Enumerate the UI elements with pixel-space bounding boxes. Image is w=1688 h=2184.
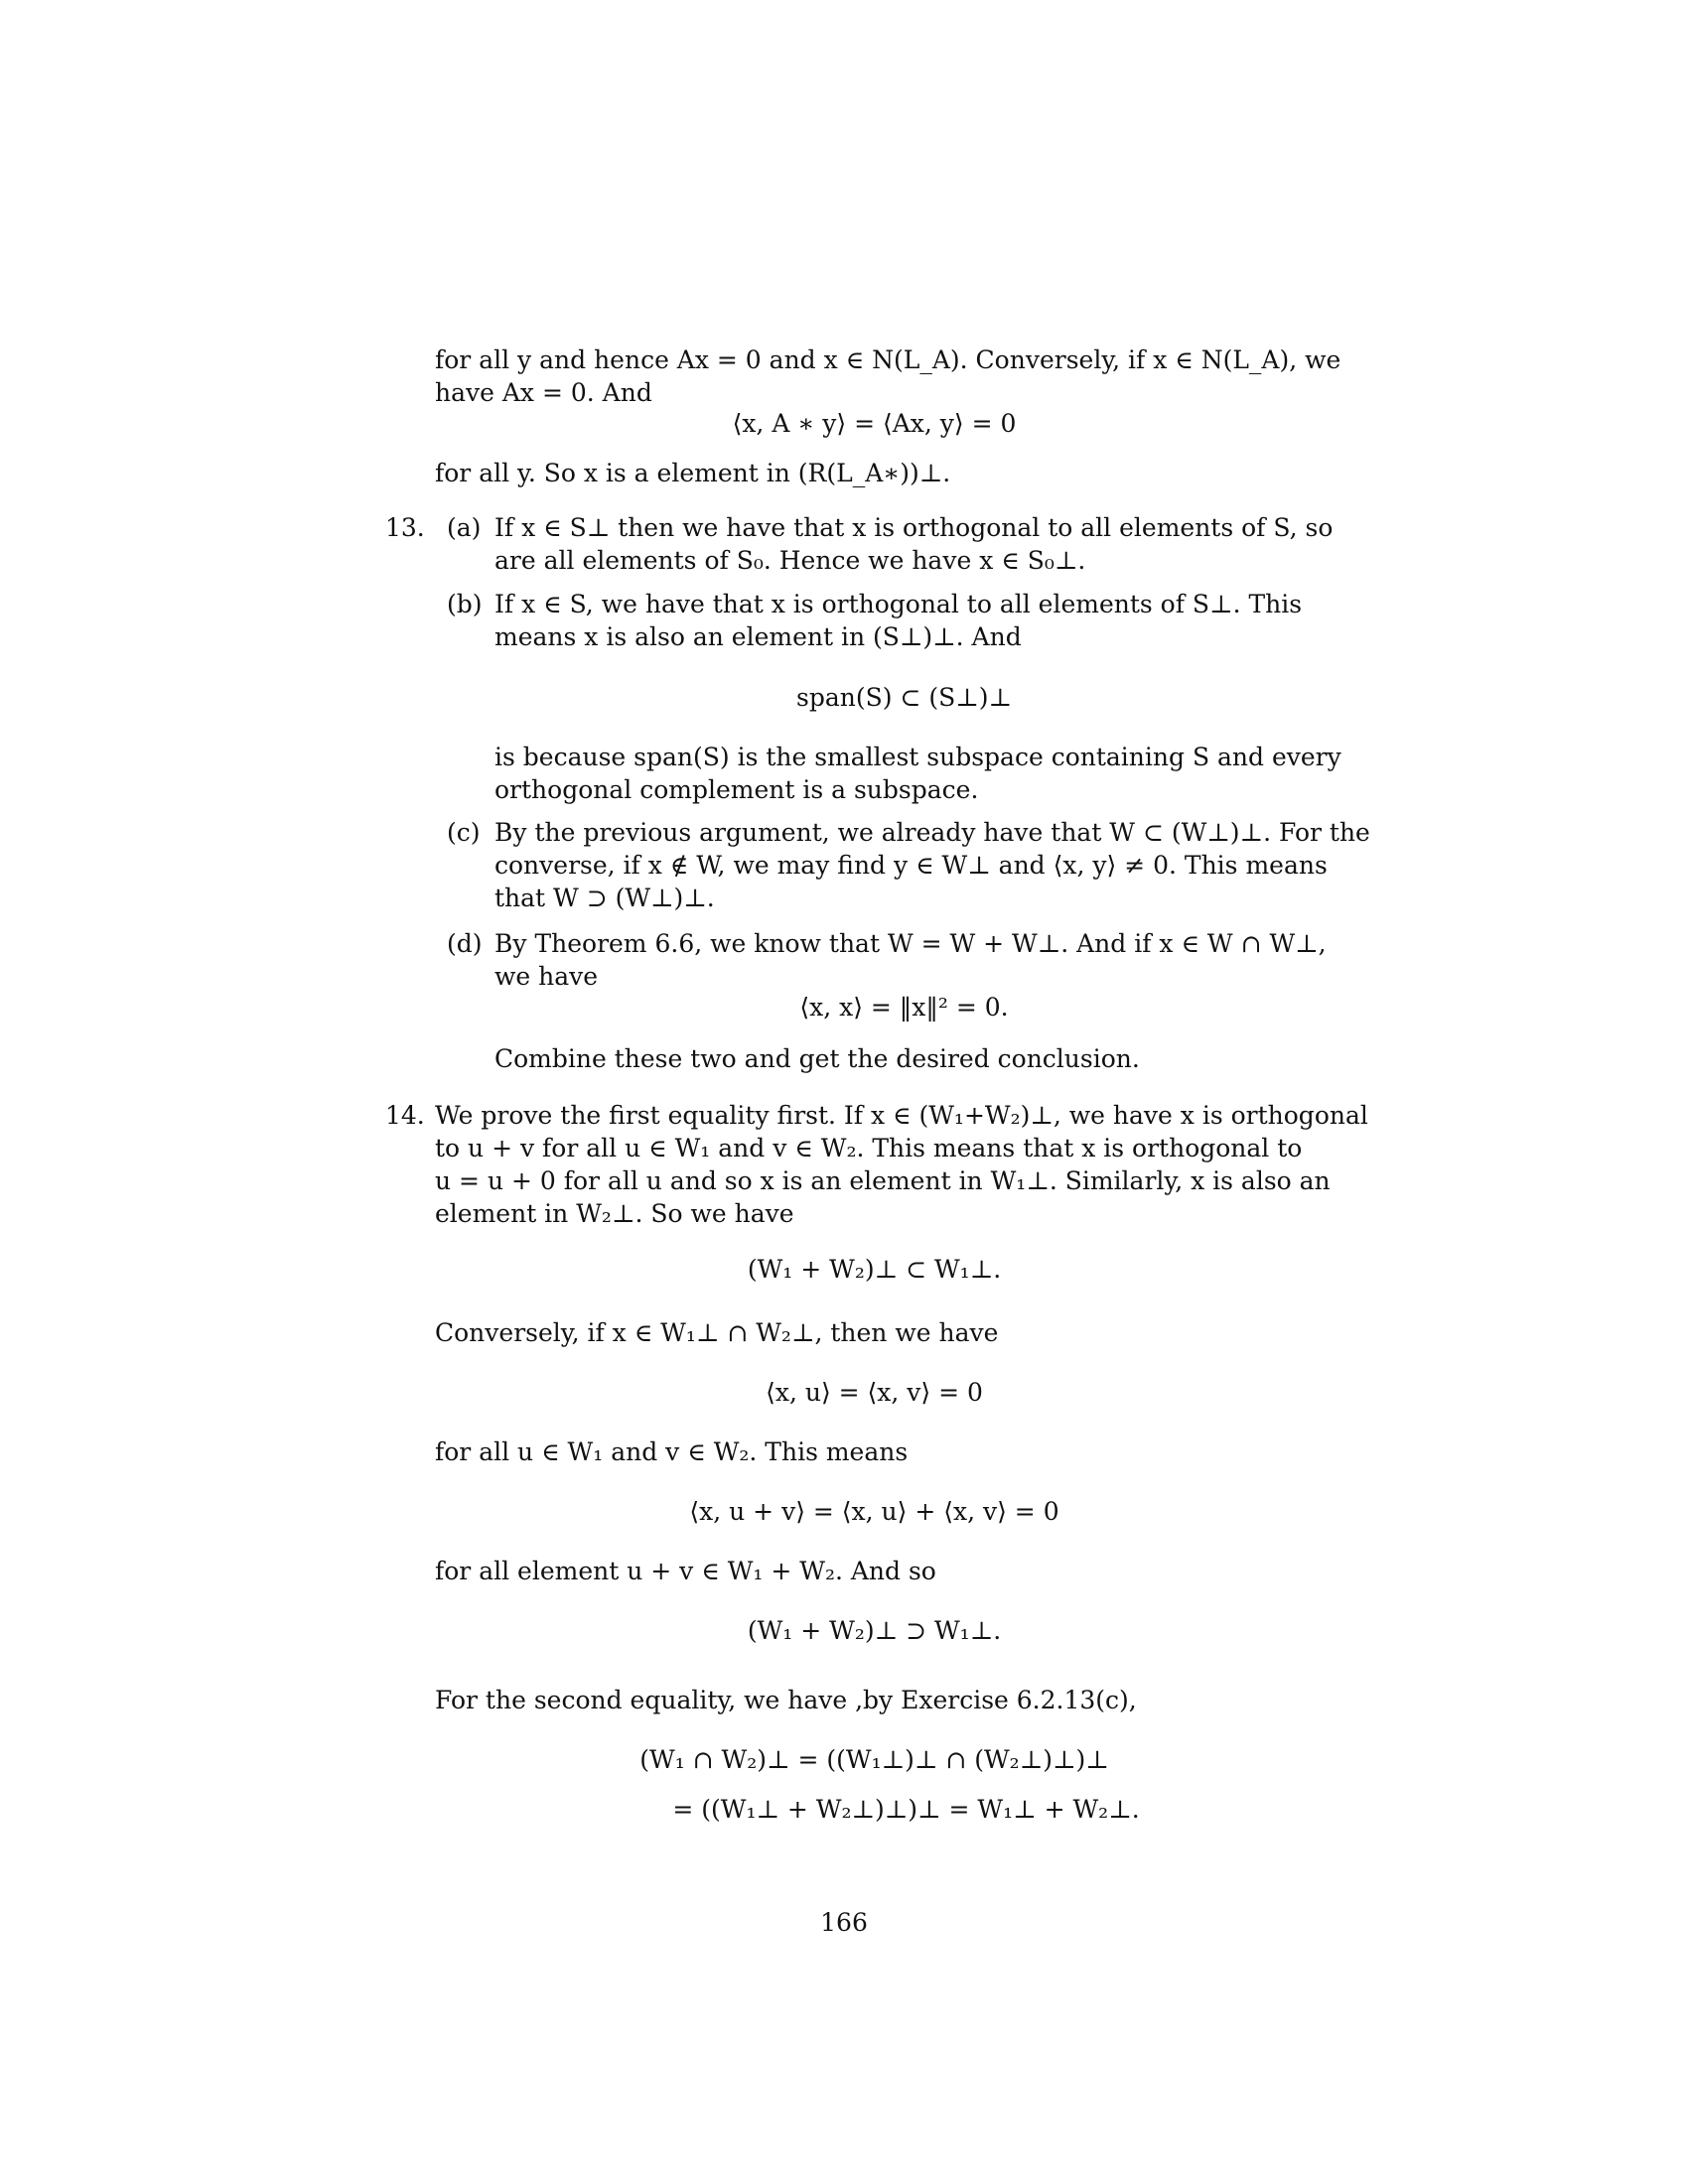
text-line: we have	[494, 962, 599, 991]
text-line: are all elements of S₀. Hence we have x ∈ S₀⊥.	[494, 546, 1086, 575]
text-line: is because span(S) is the smallest subspace containing S and every	[494, 743, 1341, 771]
exercise-14-text	[435, 1099, 1368, 1230]
text-line: u = u + 0 for all u and so x is an element in W₁⊥. Similarly, x is also an	[435, 1166, 1331, 1195]
part-label: (a)	[447, 513, 482, 542]
display-equation: = ((W₁⊥ + W₂⊥)⊥)⊥ = W₁⊥ + W₂⊥.	[672, 1795, 1140, 1824]
display-equation: ⟨x, x⟩ = ‖x‖² = 0.	[799, 993, 1009, 1022]
page-number: 166	[820, 1908, 868, 1937]
exercise-13b-after	[494, 741, 1341, 806]
text-line: that W ⊃ (W⊥)⊥.	[494, 884, 715, 912]
text-line: If x ∈ S, we have that x is orthogonal to all elements of S⊥. This	[494, 590, 1303, 618]
text-line: If x ∈ S⊥ then we have that x is orthogonal to all elements of S, so	[494, 513, 1334, 542]
part-label: (c)	[447, 818, 481, 847]
display-equation: (W₁ + W₂)⊥ ⊂ W₁⊥.	[747, 1255, 1002, 1284]
text-line: converse, if x ∉ W, we may find y ∈ W⊥ and ⟨x, y⟩ ≠ 0. This means	[494, 851, 1328, 880]
exercise-13d-after: Combine these two and get the desired conclusion.	[494, 1044, 1140, 1073]
text-line: By the previous argument, we already have that W ⊂ (W⊥)⊥. For the	[494, 818, 1370, 847]
text-line: Conversely, if x ∈ W₁⊥ ∩ W₂⊥, then we have	[435, 1318, 999, 1347]
intro-conclusion: for all y. So x is a element in (R(L_A∗))⊥.	[435, 459, 951, 487]
text-line: for all u ∈ W₁ and v ∈ W₂. This means	[435, 1437, 909, 1466]
part-label: (d)	[447, 929, 483, 958]
exercise-13a-text	[494, 511, 1334, 577]
text-line: means x is also an element in (S⊥)⊥. And	[494, 622, 1022, 651]
text-line: have Ax = 0. And	[435, 378, 652, 407]
text-line: We prove the first equality first. If x ∈ (W₁+W₂)⊥, we have x is orthogonal	[435, 1101, 1368, 1130]
exercise-number: 14.	[385, 1101, 425, 1130]
text-line: for all y and hence Ax = 0 and x ∈ N(L_A). Conversely, if x ∈ N(L_A), we	[435, 345, 1341, 374]
display-equation: span(S) ⊂ (S⊥)⊥	[796, 683, 1012, 712]
intro-paragraph	[435, 343, 1341, 409]
text-line: orthogonal complement is a subspace.	[494, 775, 979, 804]
display-equation: ⟨x, A ∗ y⟩ = ⟨Ax, y⟩ = 0	[732, 409, 1017, 438]
part-label: (b)	[447, 590, 483, 618]
text-line: By Theorem 6.6, we know that W = W + W⊥. And if x ∈ W ∩ W⊥,	[494, 929, 1327, 958]
display-equation: ⟨x, u + v⟩ = ⟨x, u⟩ + ⟨x, v⟩ = 0	[689, 1497, 1059, 1526]
text-line: to u + v for all u ∈ W₁ and v ∈ W₂. This means that x is orthogonal to	[435, 1134, 1303, 1162]
display-equation: (W₁ ∩ W₂)⊥ = ((W₁⊥)⊥ ∩ (W₂⊥)⊥)⊥	[639, 1745, 1109, 1774]
text-line: element in W₂⊥. So we have	[435, 1199, 794, 1228]
display-equation: ⟨x, u⟩ = ⟨x, v⟩ = 0	[766, 1378, 983, 1407]
display-equation: (W₁ + W₂)⊥ ⊃ W₁⊥.	[747, 1616, 1002, 1645]
exercise-13c-text	[494, 816, 1370, 914]
exercise-13d-text	[494, 927, 1327, 993]
text-line: For the second equality, we have ,by Exercise 6.2.13(c),	[435, 1686, 1137, 1714]
text-line: for all element u + v ∈ W₁ + W₂. And so	[435, 1557, 936, 1585]
exercise-13b-text	[494, 588, 1314, 653]
exercise-number: 13.	[385, 513, 425, 542]
